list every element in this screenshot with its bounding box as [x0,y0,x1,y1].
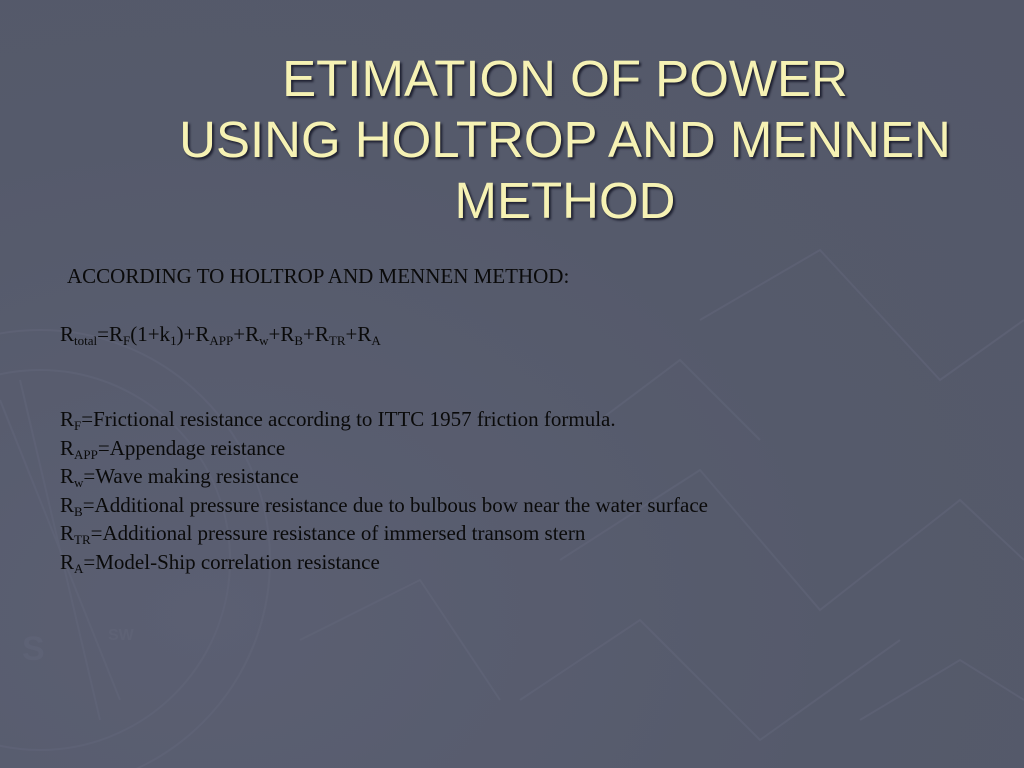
title-line-2: USING HOLTROP AND MENNEN [179,111,951,168]
title-line-3: METHOD [454,172,676,229]
definition-subscript: A [74,560,84,576]
definition-text: =Wave making resistance [83,464,299,489]
formula-subscript: 1 [170,333,177,348]
definition-text: =Additional pressure resistance due to bulbous bow near the water surface [82,492,708,517]
formula-part: (1+k [130,322,171,346]
definition-symbol: R [60,464,75,489]
definition-ra [60,548,708,577]
formula-subscript: w [259,333,269,348]
formula-subscript: A [371,333,381,348]
svg-text:SW: SW [108,627,134,644]
definition-subscript: TR [74,532,91,548]
title-line-1: ETIMATION OF POWER [282,50,848,107]
formula-subscript: total [74,333,98,348]
formula-part: )+R [176,322,210,346]
formula-part: +R [233,322,260,346]
formula-part: +R [303,322,329,346]
intro-text: ACCORDING TO HOLTROP AND MENNEN METHOD: [67,264,570,288]
definition-subscript: APP [74,446,98,462]
definition-rb [60,491,708,520]
definitions-list [60,405,708,577]
formula-part: R [60,322,75,346]
svg-text:S: S [22,630,45,668]
definition-symbol: R [60,549,75,574]
formula-subscript: TR [328,333,346,348]
formula-part: +R [345,322,372,346]
definition-rtr [60,519,708,548]
total-resistance-formula [60,322,381,347]
formula-part: =R [97,322,123,346]
definition-symbol: R [60,435,75,460]
definition-text: =Appendage reistance [97,435,286,460]
definition-symbol: R [60,521,75,546]
definition-subscript: w [74,475,84,491]
formula-subscript: F [122,333,131,348]
definition-symbol: R [60,492,75,517]
definition-rf [60,405,708,434]
definition-symbol: R [60,407,75,431]
definition-subscript: B [74,503,83,519]
slide-title [160,48,970,231]
definition-text: =Model-Ship correlation resistance [83,549,380,574]
formula-subscript: B [294,333,304,348]
definition-rapp [60,434,708,463]
definition-subscript: F [74,418,82,433]
definition-text: =Additional pressure resistance of immersed transom stern [90,521,586,546]
definition-text: =Frictional resistance according to ITTC 1957 friction formula. [81,407,616,431]
formula-subscript: APP [209,333,234,348]
formula-part: +R [268,322,295,346]
definition-rw [60,462,708,491]
